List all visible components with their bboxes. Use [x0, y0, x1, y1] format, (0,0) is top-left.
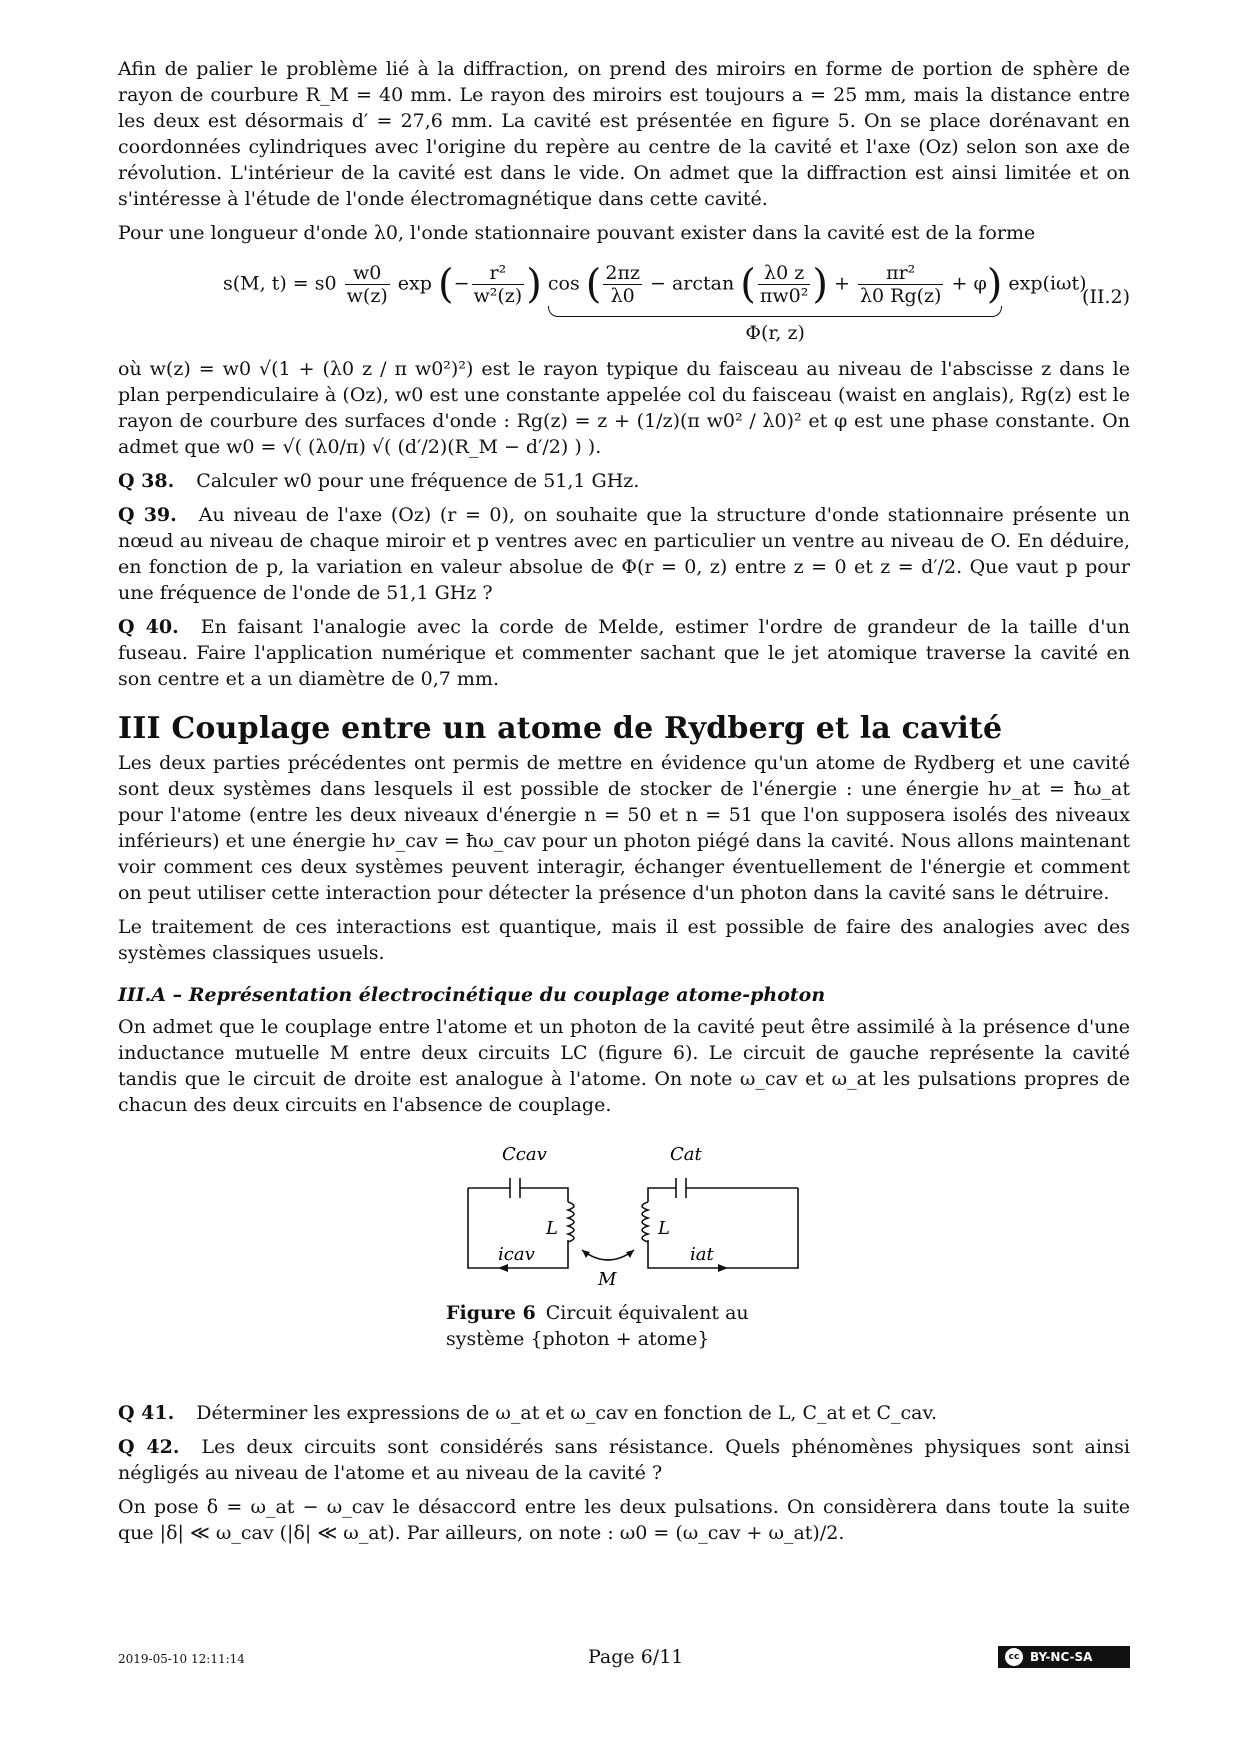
subsection-title: III.A – Représentation électrocinétique du couplage atome-photon	[118, 984, 826, 1006]
page-number: Page 6/11	[588, 1646, 684, 1668]
eq-exp: exp	[397, 272, 432, 295]
underbrace	[548, 306, 1003, 317]
paragraph-detuning: On pose δ = ω_at − ω_cav le désaccord entre les deux pulsations. On considèrera dans toute la suite que |δ| ≪ ω_cav (|δ| ≪ ω_at). Par ailleurs, on note : ω0 = (ω_cav + ω_at)/2.	[118, 1496, 1130, 1544]
question-39: Q 39. Au niveau de l'axe (Oz) (r = 0), on souhaite que la structure d'onde stationnaire présente un nœud au niveau de chaque miroir et p ventres avec en particulier un ventre au niveau de O. En déduire, en fonction de p, la variation en valeur absolue de Φ(r = 0, z) entre z = 0 et z = d′/2. Que vaut p pour une fréquence de l'onde de 51,1 GHz ?	[118, 504, 1130, 604]
label-m: M	[598, 1269, 617, 1290]
figure-6	[118, 1130, 1130, 1390]
eq-brace-label: Φ(r, z)	[745, 322, 805, 344]
paragraph-wave-form: Pour une longueur d'onde λ0, l'onde stationnaire pouvant exister dans la cavité est de la forme	[118, 222, 1036, 244]
equation-number: (II.2)	[1082, 286, 1130, 308]
question-40: Q 40. En faisant l'analogie avec la corde de Melde, estimer l'ordre de grandeur de la taille d'un fuseau. Faire l'application numérique et commenter sachant que le jet atomique traverse la cavité en son centre et a un diamètre de 0,7 mm.	[118, 616, 1130, 690]
paragraph-section-intro: Les deux parties précédentes ont permis de mettre en évidence qu'un atome de Rydberg et une cavité sont deux systèmes dans lesquels il est possible de stocker de l'énergie : une énergie hν_at = ħω_at pour l'atome (entre les deux niveaux d'énergie n = 50 et n = 51 que l'on supposera isolés des niveaux inférieurs) et une énergie hν_cav = ħω_cav pour un photon piégé dans la cavité. Nous allons maintenant voir comment ces deux systèmes peuvent interagir, échanger éventuellement de l'énergie et comment on peut utiliser cette interaction pour détecter la présence d'un photon dans la cavité sans le détruire.	[118, 752, 1130, 904]
caption-text: Circuit équivalent au système {photon + atome}	[446, 1302, 749, 1350]
eq-cos: cos	[547, 272, 580, 295]
label-c-at: Cat	[670, 1144, 702, 1165]
page-footer	[118, 1646, 1130, 1676]
label-c-cav: Ccav	[502, 1144, 547, 1165]
paragraph-quantum: Le traitement de ces interactions est quantique, mais il est possible de faire des analogies avec des systèmes classiques usuels.	[118, 916, 1130, 964]
question-41: Q 41. Déterminer les expressions de ω_at et ω_cav en fonction de L, C_at et C_cav.	[118, 1402, 937, 1424]
paragraph-beam-params: où w(z) = w0 √(1 + (λ0 z / π w0²)²) est le rayon typique du faisceau au niveau de l'abscisse z dans le plan perpendiculaire à (Oz), w0 est une constante appelée col du faisceau (waist en anglais), Rg(z) est le rayon de courbure des surfaces d'onde : Rg(z) = z + (1/z)(π w0² / λ0)² et φ est une phase constante. On admet que w0 = √( (λ0/π) √( (d′/2)(R_M − d′/2) ) ).	[118, 358, 1130, 458]
license-badge[interactable]	[998, 1646, 1130, 1668]
section-title: III Couplage entre un atome de Rydberg et la cavité	[118, 711, 1003, 746]
caption-label: Figure 6	[446, 1302, 536, 1324]
label-i-cav: icav	[498, 1244, 535, 1265]
figure-caption	[446, 1300, 786, 1352]
label-i-at: iat	[690, 1244, 714, 1265]
eq-phase-group: cos ( $\frac{2\pi z}{\lambda 0}$ − arctan ( $\frac{\lambda 0 z}{\text{πw0²}}$ ) + $\frac{\text{πr²}}{\lambda 0 Rg(z)}$ + φ) Φ(r, z)	[547, 261, 1003, 344]
paragraph-intro: Afin de palier le problème lié à la diffraction, on prend des miroirs en forme de portion de sphère de rayon de courbure R_M = 40 mm. Le rayon des miroirs est toujours a = 25 mm, mais la distance entre les deux est désormais d′ = 27,6 mm. La cavité est présentée en figure 5. On se place dorénavant en coordonnées cylindriques avec l'origine du repère au centre de la cavité et l'axe (Oz) selon son axe de révolution. L'intérieur de la cavité est dans le vide. On admet que la diffraction est ainsi limitée et on s'intéresse à l'étude de l'onde électromagnétique dans cette cavité.	[118, 58, 1130, 210]
eq-lhs: s(M, t) = s0	[223, 272, 337, 295]
footer-date: 2019-05-10 12:11:14	[118, 1652, 245, 1666]
eq-arctan: − arctan	[650, 272, 735, 295]
question-38: Q 38. Calculer w0 pour une fréquence de 51,1 GHz.	[118, 470, 640, 492]
label-l-left: L	[546, 1218, 558, 1239]
page-content	[118, 56, 1130, 1554]
eq-frac-2piz: $\frac{2\pi z}{\lambda 0}$	[605, 262, 640, 307]
eq-phi: + φ	[951, 272, 987, 295]
eq-expiwt: exp(iωt)	[1008, 272, 1087, 295]
circuit-diagram	[458, 1130, 818, 1290]
eq-frac-pir2: $\frac{\text{πr²}}{\lambda 0 Rg(z)}$	[859, 262, 942, 307]
equation-II2	[118, 256, 1130, 346]
paragraph-coupling: On admet que le couplage entre l'atome et un photon de la cavité peut être assimilé à la présence d'une inductance mutuelle M entre deux circuits LC (figure 6). Le circuit de gauche représente la cavité tandis que le circuit de droite est analogue à l'atome. On note ω_cav et ω_at les pulsations propres de chacun des deux circuits en l'absence de couplage.	[118, 1016, 1130, 1116]
eq-frac-r2: $\frac{\text{r²}}{\text{w²(z)}}$	[473, 262, 523, 307]
equation-body: s(M, t) = s0 $\frac{w0}{w(z)}$ exp (− $\frac{\text{r²}}{\text{w²(z)}}$ ) cos ( $\frac{2\pi z}{\lambda 0}$ − arctan ( $\frac{\lambda 0 z}{\text{πw0²}}$ ) + $\frac{\text{πr²}}{\lambda 0 Rg(z)}$ + φ) Φ(r, z) exp(iωt)	[223, 261, 1087, 344]
label-l-right: L	[658, 1218, 670, 1239]
question-42: Q 42. Les deux circuits sont considérés sans résistance. Quels phénomènes physiques sont ainsi négligés au niveau de l'atome et au niveau de la cavité ?	[118, 1436, 1130, 1484]
license-text: BY-NC-SA	[1030, 1650, 1093, 1664]
cc-icon: cc	[1004, 1647, 1024, 1667]
eq-frac-l0z: $\frac{\lambda 0 z}{\text{πw0²}}$	[759, 262, 809, 307]
eq-frac-w0-wz: $\frac{w0}{w(z)}$	[346, 262, 388, 307]
